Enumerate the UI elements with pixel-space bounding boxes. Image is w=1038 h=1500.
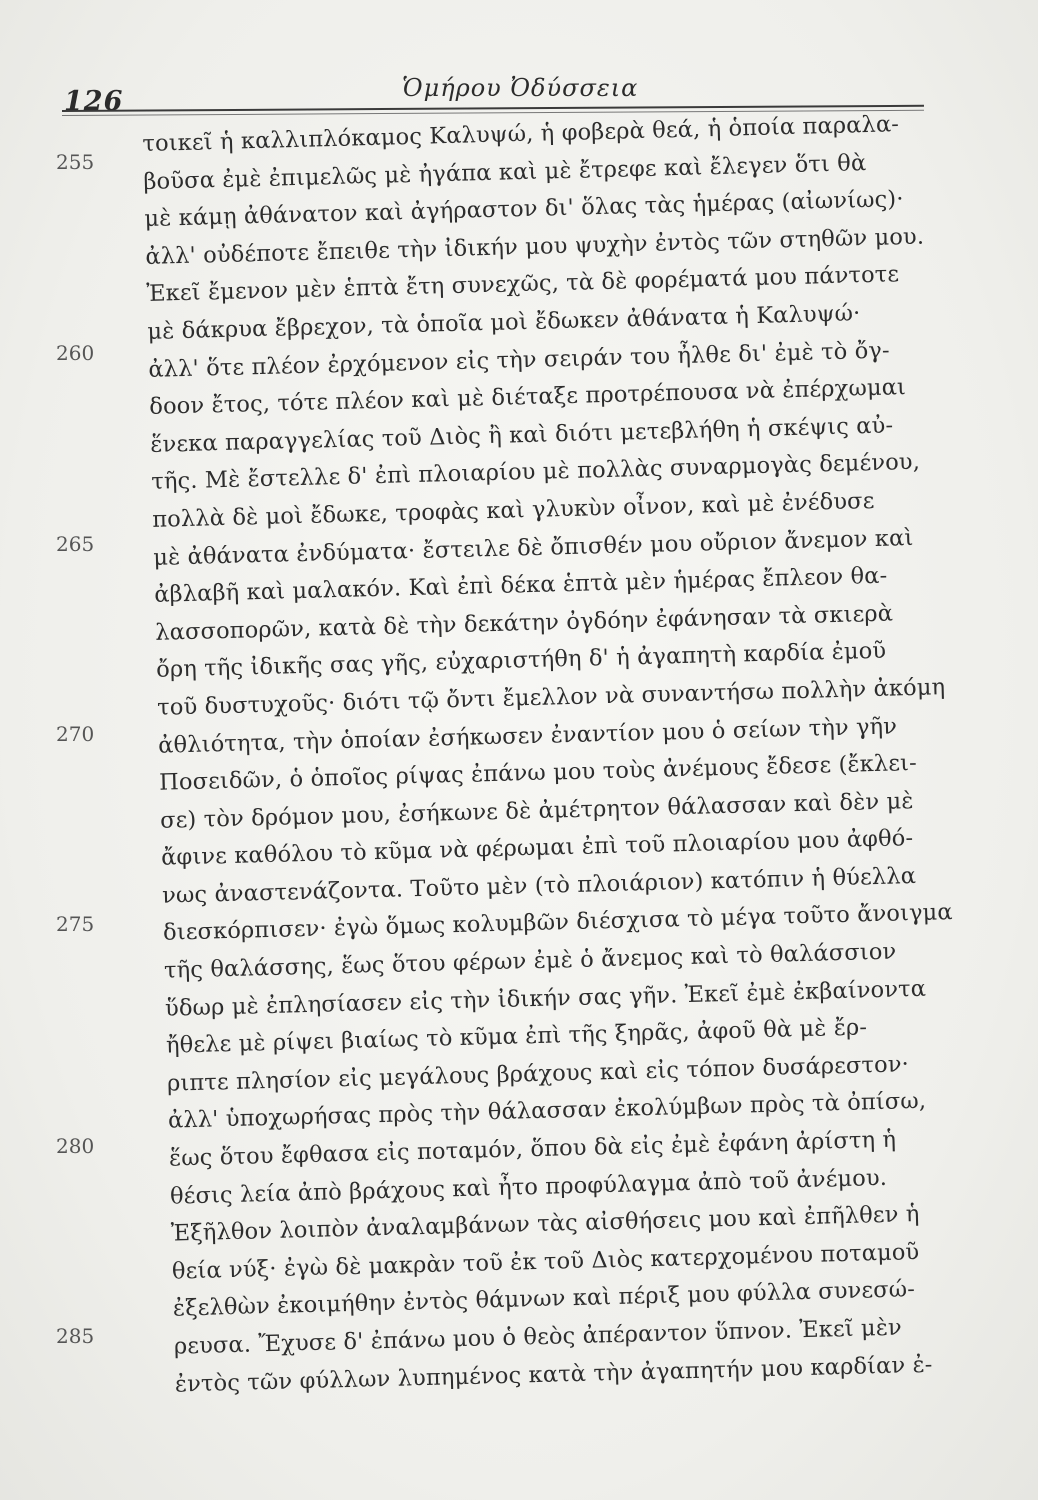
line-number: 285 [56,1324,95,1348]
line-number: 270 [56,722,95,746]
line-number-column [56,126,126,1426]
text-line: ἄφινε καθόλου τὸ κῦμα νὰ φέρωμαι ἐπὶ τοῦ πλοιαρίου μου ἀφθό- [160,825,914,872]
text-line: ἐντὸς τῶν φύλλων λυπημένος κατὰ τὴν ἀγαπητήν μου καρδίαν ἐ- [174,1351,933,1398]
text-line: ἕνεκα παραγγελίας τοῦ Διὸς ἢ καὶ διότι μετεβλήθη ἡ σκέψις αὐ- [150,412,894,458]
text-line: ἐξελθὼν ἐκοιμήθην ἐντὸς θάμνων καὶ πέριξ μου φύλλα συνεσώ- [172,1276,916,1322]
text-line: ἕως ὅτου ἔφθασα εἰς ποταμόν, ὅπου δὰ εἰς ἐμὲ ἐφάνη ἀρίστη ἡ [168,1126,897,1172]
running-title: Ὁμήρου Ὀδύσσεια [402,74,639,102]
text-line: λασσοπορῶν, κατὰ δὲ τὴν δεκάτην ὀγδόην ἐφάνησαν τὰ σκιερὰ [154,600,894,646]
text-line: Ἐκεῖ ἔμενον μὲν ἑπτὰ ἔτη συνεχῶς, τὰ δὲ φορέματά μου πάντοτε [146,261,900,308]
text-line: θεία νύξ· ἐγὼ δὲ μακρὰν τοῦ ἐκ τοῦ Διὸς κατερχομένου ποταμοῦ [171,1238,920,1285]
text-line: ἤθελε μὲ ρίψει βιαίως τὸ κῦμα ἐπὶ τῆς ξηρᾶς, ἀφοῦ θὰ μὲ ἔρ- [165,1014,868,1059]
text-line: ἀθλιότητα, τὴν ὁποίαν ἐσήκωσεν ἐναντίον μου ὁ σείων τὴν γῆν [157,712,898,759]
text-line: θέσις λεία ἀπὸ βράχους καὶ ἦτο προφύλαγμα ἀπὸ τοῦ ἀνέμου. [169,1164,888,1210]
text-line: ριπτε πλησίον εἰς μεγάλους βράχους καὶ εἰς τόπον δυσάρεστον· [166,1051,910,1097]
page-number: 126 [64,86,124,117]
text-line: τῆς θαλάσσης, ἕως ὅτου φέρων ἐμὲ ὁ ἄνεμος καὶ τὸ θαλάσσιον [163,938,897,984]
text-line: βοῦσα ἐμὲ ἐπιμελῶς μὲ ἠγάπα καὶ μὲ ἔτρεφε καὶ ἔλεγεν ὅτι θὰ [143,149,867,195]
text-line: ἀλλ' ὑποχωρήσας πρὸς τὴν θάλασσαν ἐκολύμβων πρὸς τὰ ὀπίσω, [167,1088,927,1135]
text-line: σε) τὸν δρόμον μου, ἐσήκωνε δὲ ἀμέτρητον θάλασσαν καὶ δὲν μὲ [159,787,914,834]
text-line: μὲ ἀθάνατα ἐνδύματα· ἔστειλε δὲ ὄπισθέν μου οὔριον ἄνεμον καὶ [152,524,914,571]
text-line: μὲ δάκρυα ἔβρεχον, τὰ ὁποῖα μοὶ ἔδωκεν ἀθάνατα ἡ Καλυψώ· [147,300,861,345]
text-line: ὄρη τῆς ἰδικῆς σας γῆς, εὐχαριστήθη δ' ἡ ἀγαπητὴ καρδία ἐμοῦ [155,638,887,684]
line-number: 260 [56,341,95,365]
line-number: 280 [56,1134,95,1158]
text-line: τῆς. Μὲ ἔστελλε δ' ἐπὶ πλοιαρίου μὲ πολλὰς συναρμογὰς δεμένου, [150,449,921,496]
line-number: 275 [56,912,95,936]
text-line: ρευσα. Ἔχυσε δ' ἐπάνω μου ὁ θεὸς ἀπέραντον ὕπνον. Ἐκεῖ μὲν [173,1314,903,1360]
text-line: δοον ἔτος, τότε πλέον καὶ μὲ διέταξε προτρέπουσα νὰ ἐπέρχωμαι [149,374,907,421]
text-line: ἀλλ' οὐδέποτε ἔπειθε τὴν ἰδικήν μου ψυχὴν ἐντὸς τῶν στηθῶν μου. [145,223,925,270]
text-line: νως ἀναστενάζοντα. Τοῦτο μὲν (τὸ πλοιάριον) κατόπιν ἡ θύελλα [161,862,917,909]
text-line: τοῦ δυστυχοῦς· διότι τῷ ὄντι ἔμελλον νὰ συναντήσω πολλὴν ἀκόμη [156,674,946,721]
text-line: μὲ κάμῃ ἀθάνατον καὶ ἀγήραστον δι' ὅλας τὰς ἡμέρας (αἰωνίως)· [144,186,904,233]
text-line: διεσκόρπισεν· ἐγὼ ὅμως κολυμβῶν διέσχισα τὸ μέγα τοῦτο ἄνοιγμα [162,899,954,947]
line-number: 255 [56,150,95,174]
line-number: 265 [56,532,95,556]
text-line: Ποσειδῶν, ὁ ὁποῖος ρίψας ἐπάνω μου τοὺς ἀνέμους ἔδεσε (ἔκλει- [158,750,918,796]
text-line: ὕδωρ μὲ ἐπλησίασεν εἰς τὴν ἰδικήν σας γῆν. Ἐκεῖ ἐμὲ ἐκβαίνοντα [164,975,927,1022]
body-text [142,105,975,1404]
text-line: Ἐξῆλθον λοιπὸν ἀναλαμβάνων τὰς αἰσθήσεις μου καὶ ἐπῆλθεν ἡ [170,1201,920,1247]
text-line: ἀβλαβῆ καὶ μαλακόν. Καὶ ἐπὶ δέκα ἑπτὰ μὲν ἡμέρας ἔπλεον θα- [153,562,888,608]
text-line: τοικεῖ ἡ καλλιπλόκαμος Καλυψώ, ἡ φοβερὰ θεά, ἡ ὁποία παραλα- [142,111,900,157]
text-line: ἀλλ' ὅτε πλέον ἐρχόμενον εἰς τὴν σειράν του ἦλθε δι' ἐμὲ τὸ ὄγ- [148,337,891,383]
text-line: πολλὰ δὲ μοὶ ἔδωκε, τροφὰς καὶ γλυκὺν οἶνον, καὶ μὲ ἐνέδυσε [151,487,875,533]
